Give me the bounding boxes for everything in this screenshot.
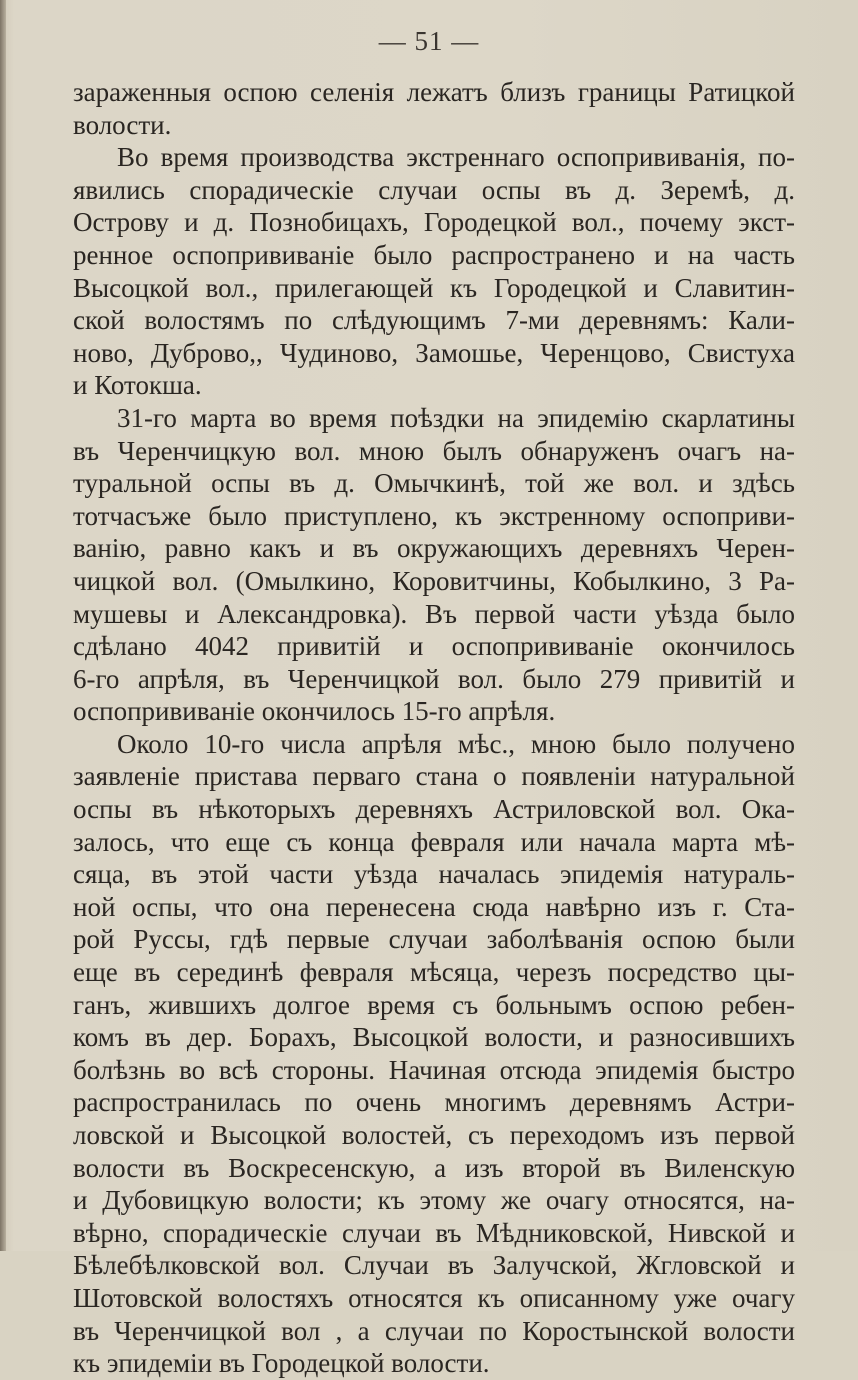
text-line: Острову и д. Познобицахъ, Городецкой вол., почему экст- (73, 207, 795, 238)
paragraph-1 (73, 76, 795, 141)
text-line: Во время производства экстреннаго оспопрививанія, по- (117, 142, 795, 173)
text-line: ренное оспопрививаніе было распространено и на часть (73, 239, 795, 270)
text-line: Шотовской волостяхъ относятся къ описанному уже очагу (73, 1282, 795, 1313)
text-line: заявленіе пристава перваго стана о появленіи натуральной (73, 761, 795, 792)
text-line: оспопрививаніе окончилось 15-го апрѣля. (73, 696, 556, 727)
text-line: 31-го марта во время поѣздки на эпидемію скарлатины (117, 402, 795, 433)
text-line: сдѣлано 4042 привитій и оспопрививаніе окончилось (73, 631, 795, 662)
text-line: болѣзнь во всѣ стороны. Начиная отсюда эпидемія быстро (73, 1054, 795, 1085)
text-line: чицкой вол. (Омылкино, Коровитчины, Кобылкино, 3 Ра- (73, 565, 795, 596)
text-line: залось, что еще съ конца февраля или начала марта мѣ- (73, 826, 795, 857)
text-line: и Котокша. (73, 370, 202, 401)
text-line: вѣрно, спорадическіе случаи въ Мѣдниковской, Нивской и (73, 1217, 795, 1248)
text-line: ново, Дуброво,, Чудиново, Замошье, Черенцово, Свистуха (73, 337, 795, 368)
text-line: въ Черенчицкую вол. мною былъ обнаруженъ очагъ на- (73, 435, 795, 466)
text-line: Бѣлебѣлковской вол. Случаи въ Залучской, Жгловской и (73, 1250, 795, 1281)
text-line: комъ въ дер. Борахъ, Высоцкой волости, и разносившихъ (73, 1022, 795, 1053)
text-line: ганъ, жившихъ долгое время съ больнымъ оспою ребен- (73, 989, 795, 1020)
text-line: туральной оспы въ д. Омычкинѣ, той же вол. и здѣсь (73, 468, 795, 499)
text-line: тотчасъже было приступлено, къ экстренному оспоприви- (73, 500, 795, 531)
text-line: къ эпидеміи въ Городецкой волости. (73, 1348, 490, 1379)
text-line: ской волостямъ по слѣдующимъ 7-ми деревнямъ: Кали- (73, 305, 795, 336)
paragraph-3 (73, 402, 795, 728)
text-line: ванію, равно какъ и въ окружающихъ деревняхъ Черен- (73, 533, 795, 564)
page-number: — 51 — (378, 26, 480, 56)
page-spine-shadow (0, 0, 6, 1251)
text-line: оспы въ нѣкоторыхъ деревняхъ Астриловской вол. Ока- (73, 794, 795, 825)
text-line: Около 10-го числа апрѣля мѣс., мною было получено (117, 728, 795, 759)
text-line: ловской и Высоцкой волостей, съ переходомъ изъ первой (73, 1120, 795, 1150)
paragraph-2 (73, 141, 795, 402)
text-line: волости въ Воскресенскую, а изъ второй въ Виленскую (73, 1152, 795, 1183)
text-line: еще въ серединѣ февраля мѣсяца, черезъ посредство цы- (73, 957, 795, 988)
text-line: сяца, въ этой части уѣзда началась эпидемія натураль- (73, 859, 795, 890)
text-line: волости. (73, 109, 172, 140)
text-line: явились спорадическіе случаи оспы въ д. Зеремѣ, д. (73, 174, 795, 205)
text-line: Высоцкой вол., прилегающей къ Городецкой и Славитин- (73, 272, 795, 303)
body-text (73, 76, 795, 1380)
text-line: ной оспы, что она перенесена сюда навѣрно изъ г. Ста- (73, 891, 795, 922)
text-line: въ Черенчицкой вол , а случаи по Коростынской волости (73, 1315, 795, 1346)
text-line: и Дубовицкую волости; къ этому же очагу относятся, на- (73, 1185, 795, 1216)
text-line: мушевы и Александровка). Въ первой части уѣзда было (73, 598, 795, 629)
text-line: зараженныя оспою селенія лежатъ близъ границы Ратицкой (73, 77, 795, 107)
text-line: рой Руссы, гдѣ первые случаи заболѣванія оспою были (73, 924, 795, 955)
paragraph-4 (73, 728, 795, 1380)
text-line: распространилась по очень многимъ деревнямъ Астри- (73, 1087, 795, 1118)
text-line: 6-го апрѣля, въ Черенчицкой вол. было 279 привитій и (73, 663, 795, 694)
